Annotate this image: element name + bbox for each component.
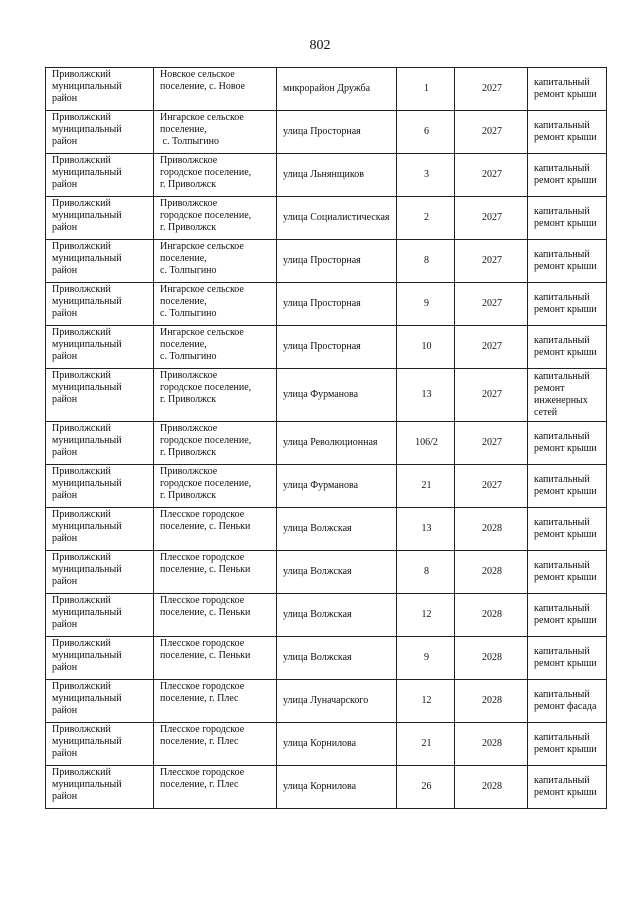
street-cell: улица Фурманова (277, 369, 397, 422)
street-cell: улица Волжская (277, 551, 397, 594)
work-type-cell-line: ремонт крыши (534, 529, 597, 540)
street-cell: улица Революционная (277, 422, 397, 465)
settlement-cell (154, 637, 277, 680)
settlement-cell-line: поселение, с. Пеньки (160, 650, 251, 661)
district-cell-line: муниципальный (52, 382, 122, 393)
district-cell-line: Приволжский (52, 327, 111, 338)
table-row (46, 508, 607, 551)
district-cell (46, 766, 154, 809)
year-cell: 2028 (455, 594, 528, 637)
district-cell-line: муниципальный (52, 564, 122, 575)
settlement-cell-line: поселение, с. Пеньки (160, 607, 251, 618)
settlement-cell (154, 465, 277, 508)
district-cell-line: муниципальный (52, 124, 122, 135)
street-cell: микрорайон Дружба (277, 68, 397, 111)
street-cell: улица Льнянщиков (277, 154, 397, 197)
work-type-cell-line: ремонт крыши (534, 304, 597, 315)
year-cell: 2028 (455, 723, 528, 766)
settlement-cell-line: Приволжское (160, 423, 218, 434)
work-type-cell-line: капитальный (534, 120, 590, 131)
settlement-cell-line: Ингарское сельское (160, 284, 244, 295)
settlement-cell-line: Плесское городское (160, 509, 245, 520)
work-type-cell (528, 723, 607, 766)
settlement-cell-line: поселение, г. Плес (160, 779, 239, 790)
settlement-cell-line: г. Приволжск (160, 447, 217, 458)
work-type-cell (528, 551, 607, 594)
district-cell-line: муниципальный (52, 167, 122, 178)
settlement-cell-line: Ингарское сельское (160, 112, 244, 123)
table-row (46, 283, 607, 326)
street-cell: улица Волжская (277, 637, 397, 680)
house-number-cell: 8 (397, 240, 455, 283)
district-cell-line: муниципальный (52, 210, 122, 221)
year-cell: 2028 (455, 637, 528, 680)
year-cell: 2027 (455, 422, 528, 465)
house-number-cell: 8 (397, 551, 455, 594)
house-number-cell: 10 (397, 326, 455, 369)
street-cell: улица Просторная (277, 283, 397, 326)
table-row (46, 197, 607, 240)
district-cell-line: муниципальный (52, 607, 122, 618)
settlement-cell-line: поселение, с. Пеньки (160, 564, 251, 575)
work-type-cell-line: капитальный (534, 474, 590, 485)
district-cell-line: район (52, 136, 78, 147)
settlement-cell-line: с. Толпыгино (160, 308, 217, 319)
house-number-cell: 21 (397, 465, 455, 508)
district-cell (46, 637, 154, 680)
table-row (46, 723, 607, 766)
table-row (46, 680, 607, 723)
district-cell-line: Приволжский (52, 155, 111, 166)
work-type-cell-line: ремонт крыши (534, 744, 597, 755)
street-cell: улица Просторная (277, 111, 397, 154)
district-cell-line: Приволжский (52, 552, 111, 563)
district-cell-line: муниципальный (52, 296, 122, 307)
district-cell-line: Приволжский (52, 112, 111, 123)
work-type-cell-line: капитальный (534, 163, 590, 174)
district-cell-line: муниципальный (52, 253, 122, 264)
house-number-cell: 6 (397, 111, 455, 154)
work-type-cell-line: ремонт крыши (534, 175, 597, 186)
settlement-cell-line: поселение, (160, 296, 207, 307)
settlement-cell-line: Приволжское (160, 370, 218, 381)
settlement-cell (154, 240, 277, 283)
district-cell-line: муниципальный (52, 650, 122, 661)
house-number-cell: 26 (397, 766, 455, 809)
district-cell (46, 422, 154, 465)
district-cell (46, 240, 154, 283)
street-cell: улица Луначарского (277, 680, 397, 723)
work-type-cell (528, 283, 607, 326)
work-type-cell (528, 465, 607, 508)
year-cell: 2027 (455, 68, 528, 111)
work-type-cell-line: ремонт крыши (534, 218, 597, 229)
work-type-cell-line: капитальный (534, 732, 590, 743)
work-type-cell (528, 326, 607, 369)
work-type-cell-line: ремонт (534, 383, 565, 394)
settlement-cell (154, 111, 277, 154)
district-cell-line: Приволжский (52, 595, 111, 606)
district-cell-line: район (52, 351, 78, 362)
district-cell-line: район (52, 791, 78, 802)
house-number-cell: 12 (397, 680, 455, 723)
settlement-cell-line: Новское сельское (160, 69, 235, 80)
district-cell-line: Приволжский (52, 69, 111, 80)
house-number-cell: 3 (397, 154, 455, 197)
page-number: 802 (309, 38, 331, 53)
work-type-cell (528, 637, 607, 680)
work-type-cell (528, 154, 607, 197)
district-cell-line: Приволжский (52, 638, 111, 649)
settlement-cell (154, 197, 277, 240)
settlement-cell (154, 723, 277, 766)
settlement-cell-line: Плесское городское (160, 681, 245, 692)
district-cell-line: Приволжский (52, 423, 111, 434)
year-cell: 2028 (455, 680, 528, 723)
work-type-cell-line: капитальный (534, 77, 590, 88)
year-cell: 2027 (455, 154, 528, 197)
settlement-cell (154, 680, 277, 723)
settlement-cell-line: поселение, (160, 124, 207, 135)
settlement-cell-line: г. Приволжск (160, 222, 217, 233)
year-cell: 2027 (455, 465, 528, 508)
house-number-cell: 13 (397, 508, 455, 551)
settlement-cell (154, 283, 277, 326)
district-cell (46, 197, 154, 240)
work-type-cell (528, 240, 607, 283)
table-row (46, 326, 607, 369)
district-cell (46, 68, 154, 111)
house-number-cell: 13 (397, 369, 455, 422)
table-row (46, 154, 607, 197)
district-cell (46, 551, 154, 594)
settlement-cell-line: поселение, (160, 339, 207, 350)
table-row (46, 68, 607, 111)
district-cell-line: муниципальный (52, 736, 122, 747)
district-cell (46, 283, 154, 326)
work-type-cell-line: капитальный (534, 603, 590, 614)
district-cell-line: муниципальный (52, 81, 122, 92)
table-row (46, 111, 607, 154)
street-cell: улица Фурманова (277, 465, 397, 508)
work-type-cell-line: капитальный (534, 775, 590, 786)
settlement-cell-line: Приволжское (160, 155, 218, 166)
work-type-cell (528, 594, 607, 637)
district-cell-line: район (52, 619, 78, 630)
table-row (46, 637, 607, 680)
work-type-cell (528, 369, 607, 422)
work-type-cell (528, 680, 607, 723)
house-number-cell: 21 (397, 723, 455, 766)
work-type-cell-line: капитальный (534, 431, 590, 442)
house-number-cell: 12 (397, 594, 455, 637)
district-cell-line: Приволжский (52, 370, 111, 381)
street-cell: улица Корнилова (277, 766, 397, 809)
settlement-cell-line: Плесское городское (160, 767, 245, 778)
work-type-cell-line: капитальный (534, 689, 590, 700)
settlement-cell (154, 766, 277, 809)
work-type-cell-line: капитальный (534, 560, 590, 571)
district-cell (46, 111, 154, 154)
settlement-cell (154, 508, 277, 551)
district-cell (46, 680, 154, 723)
work-type-cell (528, 197, 607, 240)
settlement-cell-line: Плесское городское (160, 595, 245, 606)
district-cell-line: муниципальный (52, 779, 122, 790)
settlement-cell (154, 369, 277, 422)
table-row (46, 551, 607, 594)
settlement-cell-line: поселение, г. Плес (160, 693, 239, 704)
table-row (46, 422, 607, 465)
work-type-cell-line: капитальный (534, 206, 590, 217)
settlement-cell-line: Приволжское (160, 198, 218, 209)
settlement-cell-line: поселение, с. Пеньки (160, 521, 251, 532)
year-cell: 2028 (455, 508, 528, 551)
settlement-cell-line: г. Приволжск (160, 394, 217, 405)
district-cell-line: район (52, 447, 78, 458)
street-cell: улица Просторная (277, 326, 397, 369)
year-cell: 2027 (455, 283, 528, 326)
year-cell: 2027 (455, 326, 528, 369)
district-cell-line: Приволжский (52, 509, 111, 520)
street-cell: улица Волжская (277, 594, 397, 637)
district-cell-line: Приволжский (52, 681, 111, 692)
district-cell-line: район (52, 308, 78, 319)
district-cell-line: район (52, 179, 78, 190)
work-type-cell-line: капитальный (534, 335, 590, 346)
table-row (46, 240, 607, 283)
work-type-cell (528, 111, 607, 154)
work-type-cell (528, 766, 607, 809)
work-type-cell-line: ремонт крыши (534, 443, 597, 454)
district-cell (46, 723, 154, 766)
table-row (46, 369, 607, 422)
work-type-cell (528, 68, 607, 111)
work-type-cell-line: ремонт крыши (534, 132, 597, 143)
settlement-cell-line: городское поселение, (160, 435, 252, 446)
district-cell-line: район (52, 533, 78, 544)
district-cell (46, 326, 154, 369)
settlement-cell-line: городское поселение, (160, 210, 252, 221)
year-cell: 2027 (455, 369, 528, 422)
district-cell-line: район (52, 93, 78, 104)
district-cell-line: район (52, 705, 78, 716)
work-type-cell-line: капитальный (534, 517, 590, 528)
district-cell-line: муниципальный (52, 693, 122, 704)
district-cell-line: муниципальный (52, 435, 122, 446)
district-cell-line: муниципальный (52, 339, 122, 350)
street-cell: улица Просторная (277, 240, 397, 283)
work-type-cell-line: ремонт крыши (534, 486, 597, 497)
district-cell-line: Приволжский (52, 724, 111, 735)
settlement-cell-line: поселение, (160, 253, 207, 264)
work-type-cell-line: капитальный (534, 292, 590, 303)
house-number-cell: 9 (397, 637, 455, 680)
work-type-cell-line: ремонт крыши (534, 347, 597, 358)
street-cell: улица Корнилова (277, 723, 397, 766)
year-cell: 2027 (455, 111, 528, 154)
street-cell: улица Социалистическая (277, 197, 397, 240)
district-cell-line: район (52, 222, 78, 233)
settlement-cell-line: Ингарское сельское (160, 327, 244, 338)
settlement-cell (154, 68, 277, 111)
district-cell (46, 465, 154, 508)
work-type-cell-line: ремонт крыши (534, 261, 597, 272)
work-type-cell-line: ремонт крыши (534, 787, 597, 798)
work-type-cell-line: капитальный (534, 249, 590, 260)
district-cell-line: Приволжский (52, 767, 111, 778)
year-cell: 2027 (455, 197, 528, 240)
settlement-cell-line: поселение, с. Новое (160, 81, 246, 92)
work-type-cell-line: ремонт фасада (534, 701, 597, 712)
house-number-cell: 106/2 (397, 422, 455, 465)
settlement-cell (154, 594, 277, 637)
district-cell (46, 594, 154, 637)
year-cell: 2027 (455, 240, 528, 283)
district-cell-line: Приволжский (52, 284, 111, 295)
settlement-cell-line: городское поселение, (160, 167, 252, 178)
settlement-cell-line: Плесское городское (160, 552, 245, 563)
house-number-cell: 1 (397, 68, 455, 111)
settlement-cell (154, 422, 277, 465)
district-cell-line: район (52, 265, 78, 276)
district-cell-line: район (52, 748, 78, 759)
year-cell: 2028 (455, 766, 528, 809)
district-cell-line: Приволжский (52, 241, 111, 252)
district-cell-line: район (52, 490, 78, 501)
district-cell-line: район (52, 662, 78, 673)
work-type-cell-line: ремонт крыши (534, 572, 597, 583)
settlement-cell (154, 326, 277, 369)
work-type-cell-line: инженерных (534, 395, 588, 406)
settlement-cell-line: Плесское городское (160, 724, 245, 735)
work-type-cell-line: капитальный (534, 371, 590, 382)
work-type-cell (528, 422, 607, 465)
settlement-cell-line: г. Приволжск (160, 490, 217, 501)
table-row (46, 465, 607, 508)
district-cell (46, 508, 154, 551)
settlement-cell-line: Плесское городское (160, 638, 245, 649)
district-cell-line: Приволжский (52, 198, 111, 209)
settlement-cell-line: городское поселение, (160, 382, 252, 393)
work-type-cell-line: ремонт крыши (534, 658, 597, 669)
district-cell-line: район (52, 394, 78, 405)
settlement-cell (154, 551, 277, 594)
settlement-cell-line: г. Приволжск (160, 179, 217, 190)
settlement-cell-line: Ингарское сельское (160, 241, 244, 252)
work-type-cell (528, 508, 607, 551)
work-type-cell-line: ремонт крыши (534, 615, 597, 626)
settlement-cell-line: с. Толпыгино (160, 351, 217, 362)
table-body (46, 68, 607, 809)
year-cell: 2028 (455, 551, 528, 594)
house-number-cell: 2 (397, 197, 455, 240)
district-cell-line: муниципальный (52, 478, 122, 489)
settlement-cell-line: поселение, г. Плес (160, 736, 239, 747)
settlement-cell-line: городское поселение, (160, 478, 252, 489)
work-type-cell-line: капитальный (534, 646, 590, 657)
street-cell: улица Волжская (277, 508, 397, 551)
district-cell (46, 369, 154, 422)
work-type-cell-line: сетей (534, 407, 558, 418)
district-cell-line: район (52, 576, 78, 587)
settlement-cell-line: с. Толпыгино (160, 136, 220, 147)
settlement-cell-line: Приволжское (160, 466, 218, 477)
settlement-cell-line: с. Толпыгино (160, 265, 217, 276)
district-cell-line: муниципальный (52, 521, 122, 532)
district-cell-line: Приволжский (52, 466, 111, 477)
table-row (46, 766, 607, 809)
housing-repair-table (45, 67, 607, 809)
work-type-cell-line: ремонт крыши (534, 89, 597, 100)
table-row (46, 594, 607, 637)
settlement-cell (154, 154, 277, 197)
house-number-cell: 9 (397, 283, 455, 326)
district-cell (46, 154, 154, 197)
